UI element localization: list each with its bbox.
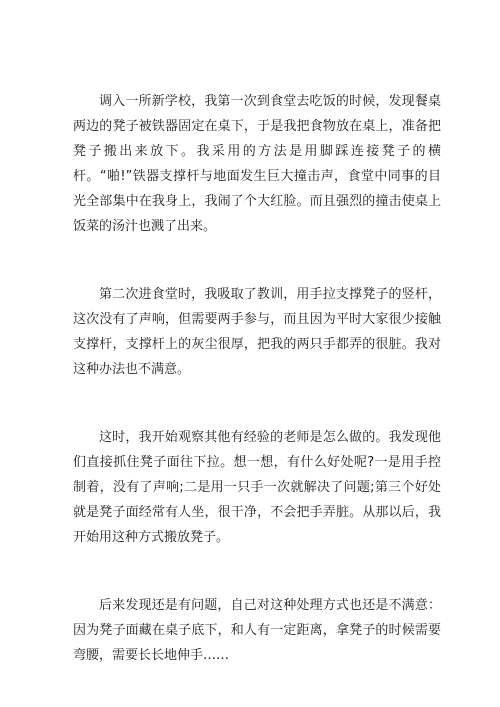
paragraph-3: 这时，我开始观察其他有经验的老师是怎么做的。我发现他们直接抓住凳子面往下拉。想一想，有什么好处呢?一是用手控制着，没有了声响;二是用一只手一次就解决了问题;第三个好处就是凳子面经常有人坐，很干净，不会把手弄脏。从那以后，我开始用这种方式搬放凳子。 bbox=[73, 430, 441, 545]
paragraph-1: 调入一所新学校，我第一次到食堂去吃饭的时候，发现餐桌两边的凳子被铁器固定在桌下，于是我把食物放在桌上，准备把凳子搬出来放下。我采用的方法是用脚踩连接凳子的横杆。“啪!”铁器支撑杆与地面发生巨大撞击声，食堂中同事的目光全部集中在我身上，我闹了个大红脸。而且强烈的撞击使桌上饭菜的汤汁也溅了出来。 bbox=[73, 94, 441, 234]
paragraph-4: 后来发现还是有问题，自己对这种处理方式也还是不满意：因为凳子面藏在桌子底下，和人有一定距离，拿凳子的时候需要弯腰，需要长长地伸手…… bbox=[73, 598, 441, 663]
document-body bbox=[73, 89, 441, 668]
paragraph-2: 第二次进食堂时，我吸取了教训，用手拉支撑凳子的竖杆，这次没有了声响，但需要两手参与，而且因为平时大家很少接触支撑杆，支撑杆上的灰尘很厚，把我的两只手都弄的很脏。我对这种办法也不满意。 bbox=[73, 287, 441, 377]
